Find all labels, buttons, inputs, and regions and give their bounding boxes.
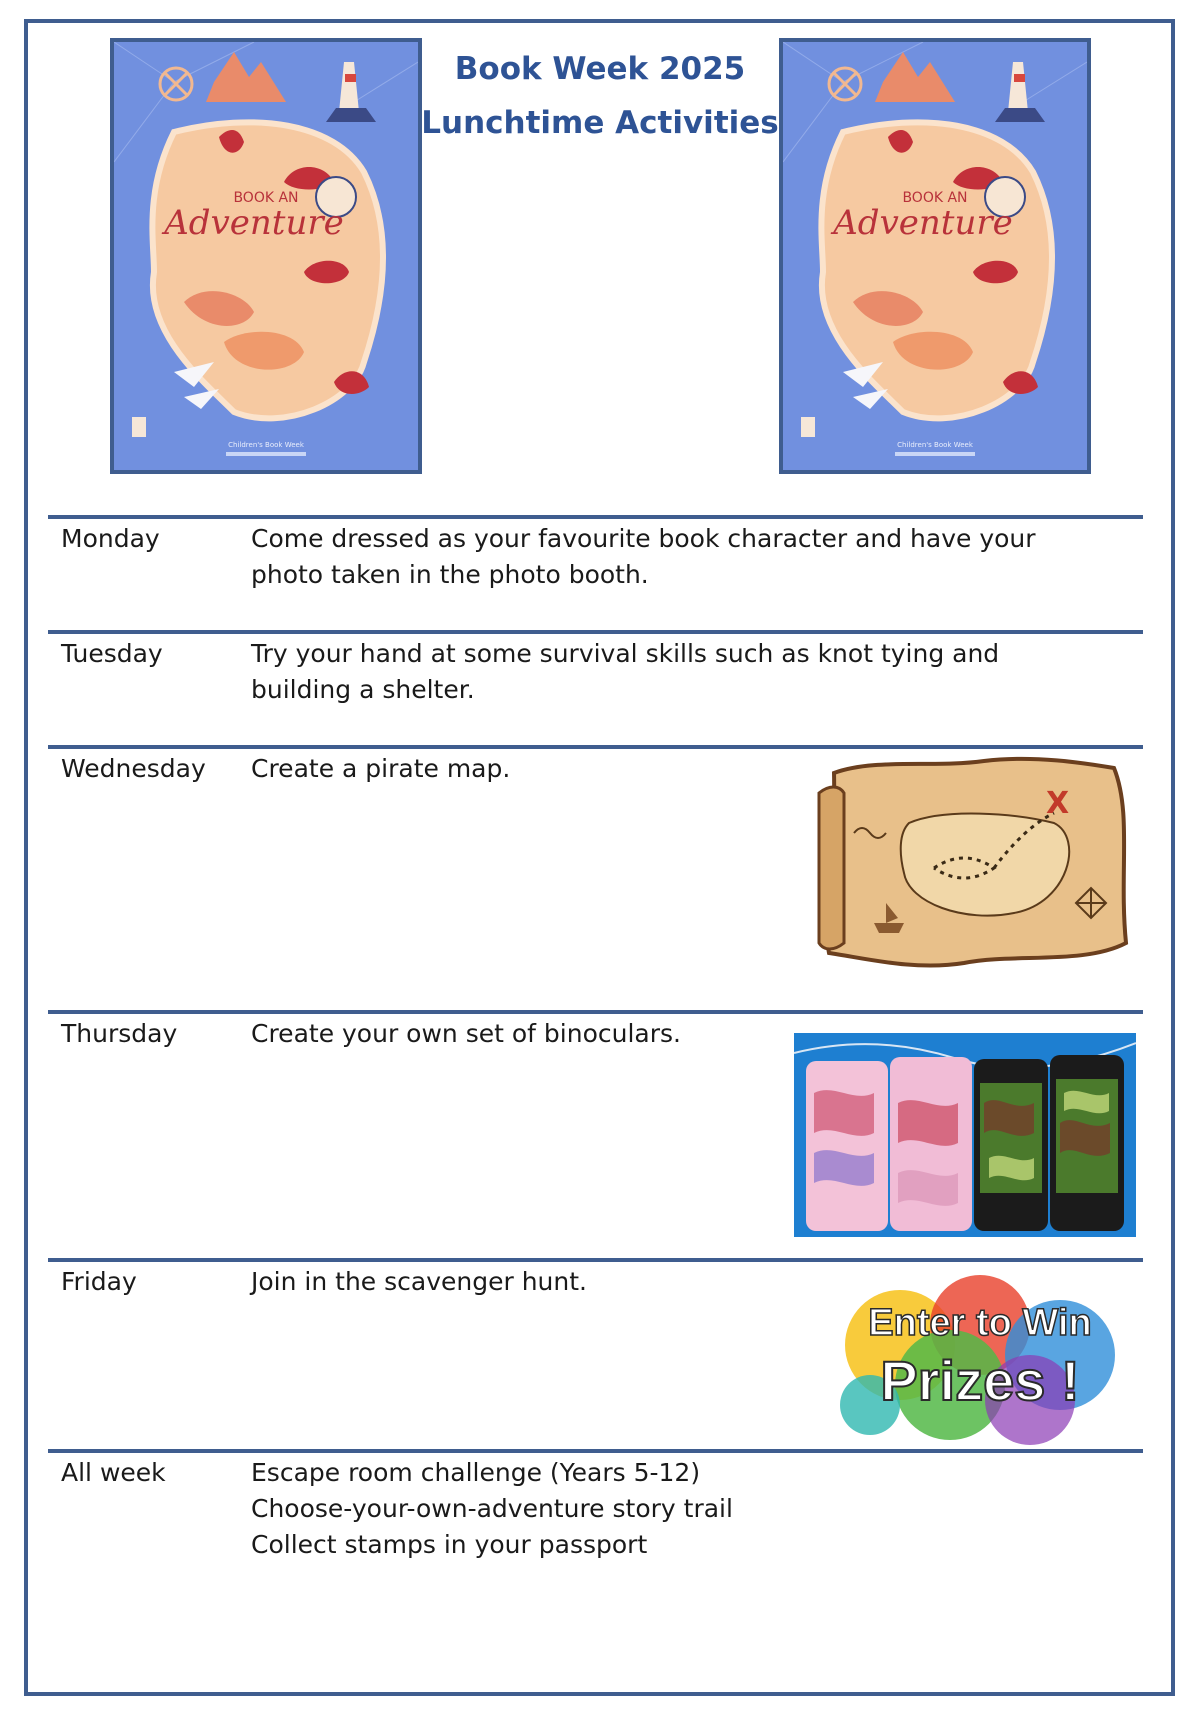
activity-wednesday: Create a pirate map. bbox=[251, 754, 511, 783]
poster-headline-small: BOOK AN bbox=[902, 190, 968, 206]
day-label-friday: Friday bbox=[61, 1267, 137, 1296]
row-divider bbox=[48, 1449, 1143, 1453]
svg-text:X: X bbox=[1046, 786, 1070, 821]
binoculars-photo bbox=[794, 1033, 1136, 1237]
day-label-monday: Monday bbox=[61, 524, 160, 553]
poster-headline-script: Adventure bbox=[833, 203, 1013, 243]
day-label-tuesday: Tuesday bbox=[61, 639, 163, 668]
poster-art bbox=[783, 42, 1087, 470]
day-label-all-week: All week bbox=[61, 1458, 166, 1487]
row-divider bbox=[48, 630, 1143, 634]
poster-headline-script: Adventure bbox=[164, 203, 344, 243]
row-divider bbox=[48, 515, 1143, 519]
day-label-thursday: Thursday bbox=[61, 1019, 178, 1048]
activity-all-week-3: Collect stamps in your passport bbox=[251, 1530, 648, 1559]
book-week-poster-left bbox=[110, 38, 422, 474]
row-divider bbox=[48, 1010, 1143, 1014]
activity-tuesday: Try your hand at some survival skills such as knot tying and building a shelter. bbox=[251, 639, 1000, 704]
poster-footer: Children's Book Week bbox=[897, 441, 973, 449]
day-label-wednesday: Wednesday bbox=[61, 754, 206, 783]
prizes-text: Prizes ! bbox=[880, 1349, 1080, 1412]
pirate-map-image bbox=[814, 753, 1132, 975]
book-week-poster-right bbox=[779, 38, 1091, 474]
enter-to-win-prizes-graphic bbox=[830, 1265, 1130, 1450]
activity-all-week-2: Choose-your-own-adventure story trail bbox=[251, 1494, 733, 1523]
poster-footer: Children's Book Week bbox=[228, 441, 304, 449]
row-divider bbox=[48, 745, 1143, 749]
poster-headline-small: BOOK AN bbox=[233, 190, 299, 206]
activity-friday: Join in the scavenger hunt. bbox=[251, 1267, 587, 1296]
poster-art bbox=[114, 42, 418, 470]
enter-to-win-text: Enter to Win bbox=[868, 1302, 1092, 1344]
activity-all-week-1: Escape room challenge (Years 5-12) bbox=[251, 1458, 701, 1487]
page-title: Book Week 2025 bbox=[454, 51, 746, 87]
row-divider bbox=[48, 1258, 1143, 1262]
page-subtitle: Lunchtime Activities bbox=[421, 105, 779, 141]
activity-monday: Come dressed as your favourite book character and have your photo taken in the photo booth. bbox=[251, 524, 1036, 589]
activity-thursday: Create your own set of binoculars. bbox=[251, 1019, 681, 1048]
